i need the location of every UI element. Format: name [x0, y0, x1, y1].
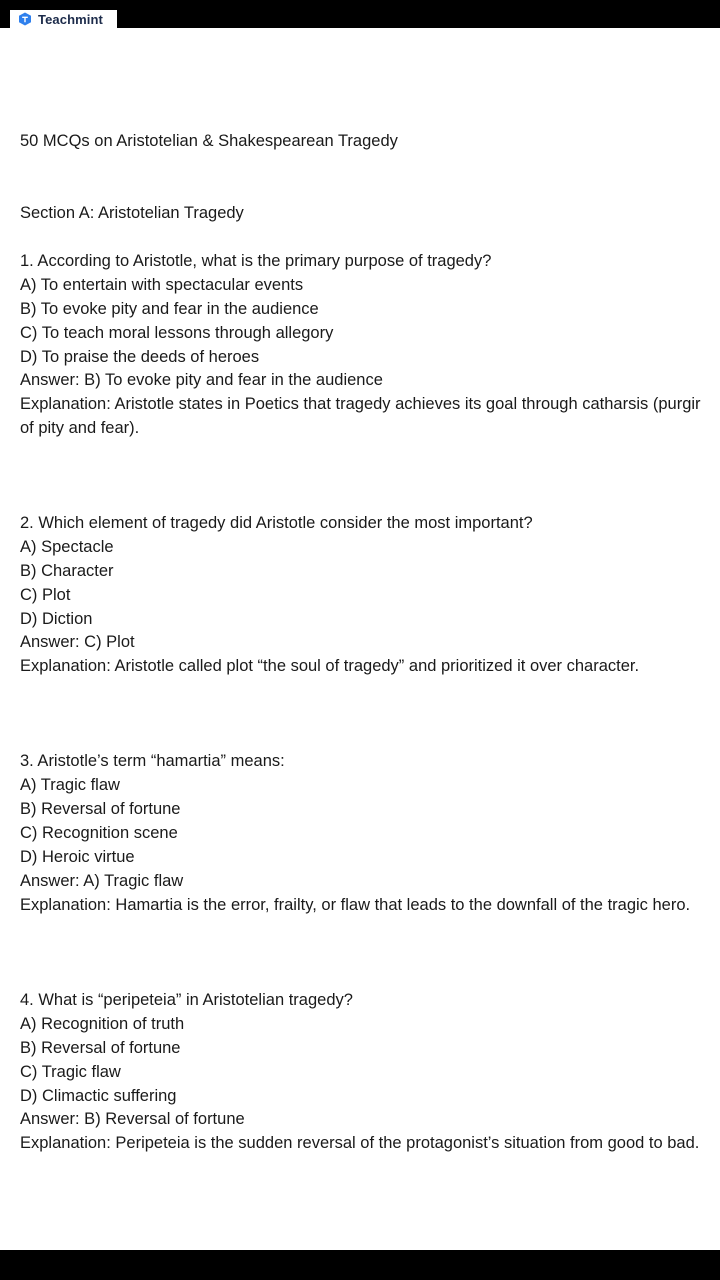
explanation-line: Explanation: Aristotle states in Poetics that tragedy achieves its goal through catharsis (purgir [20, 395, 701, 413]
option-item: A) Tragic flaw [20, 776, 120, 794]
option-item: C) To teach moral lessons through allegory [20, 324, 334, 342]
explanation-line: Explanation: Hamartia is the error, frailty, or flaw that leads to the downfall of the tragic hero. [20, 896, 691, 914]
option-item: D) Diction [20, 610, 93, 628]
option-item: C) Plot [20, 586, 71, 604]
question-text: 4. What is “peripeteia” in Aristotelian tragedy? [20, 991, 353, 1009]
option-item: D) Climactic suffering [20, 1087, 177, 1105]
question-text: 2. Which element of tragedy did Aristotle consider the most important? [20, 514, 533, 532]
question-text: 3. Aristotle’s term “hamartia” means: [20, 752, 285, 770]
option-item: A) Recognition of truth [20, 1015, 185, 1033]
option-item: C) Recognition scene [20, 824, 178, 842]
teachmint-logo-icon [18, 12, 32, 26]
answer-line: Answer: B) Reversal of fortune [20, 1110, 245, 1128]
top-bar [0, 0, 720, 28]
explanation-line: Explanation: Aristotle called plot “the soul of tragedy” and prioritized it over character. [20, 657, 640, 675]
option-item: B) Character [20, 562, 114, 580]
explanation-line: Explanation: Peripeteia is the sudden reversal of the protagonist’s situation from good to bad. [20, 1134, 700, 1152]
brand-name: Teachmint [38, 11, 103, 27]
option-item: D) To praise the deeds of heroes [20, 348, 260, 366]
option-item: D) Heroic virtue [20, 848, 135, 866]
answer-line: Answer: C) Plot [20, 633, 135, 651]
brand-badge[interactable] [10, 10, 117, 28]
explanation-line: of pity and fear). [20, 419, 140, 437]
section-heading: Section A: Aristotelian Tragedy [20, 204, 244, 222]
bottom-bar [0, 1250, 720, 1280]
option-item: B) Reversal of fortune [20, 800, 181, 818]
option-item: A) Spectacle [20, 538, 114, 556]
option-item: B) Reversal of fortune [20, 1039, 181, 1057]
question-text: 1. According to Aristotle, what is the primary purpose of tragedy? [20, 252, 492, 270]
option-item: C) Tragic flaw [20, 1063, 121, 1081]
answer-line: Answer: B) To evoke pity and fear in the audience [20, 371, 383, 389]
document-title: 50 MCQs on Aristotelian & Shakespearean Tragedy [20, 132, 398, 150]
option-item: B) To evoke pity and fear in the audience [20, 300, 319, 318]
answer-line: Answer: A) Tragic flaw [20, 872, 184, 890]
option-item: A) To entertain with spectacular events [20, 276, 304, 294]
